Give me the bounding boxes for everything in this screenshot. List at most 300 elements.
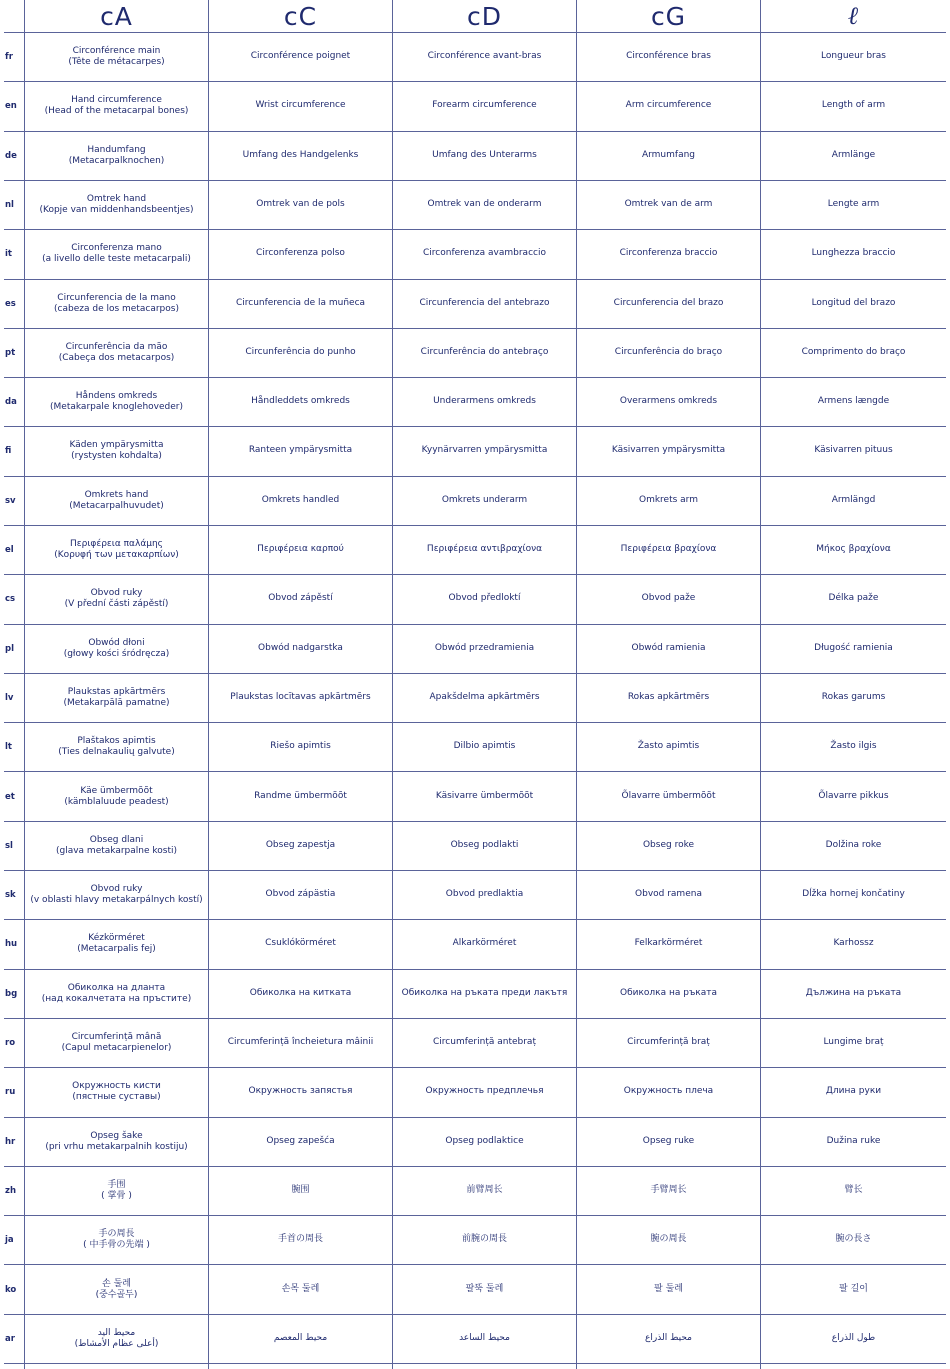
cell-text: Longueur bras: [821, 51, 886, 61]
language-code: el: [5, 544, 14, 555]
cell-text: Lunghezza braccio: [811, 248, 896, 258]
row-divider: [4, 1018, 946, 1019]
cell-text: Õlavarre pikkus: [818, 791, 889, 801]
cell-text: 腕の周長: [650, 1234, 687, 1244]
hand-circumference-label: Circumferință mână: [71, 1031, 162, 1042]
cell-text: Obvod ramena: [635, 889, 702, 899]
hand-circumference-note: (Metacarpalknochen): [68, 155, 165, 166]
hand-circumference-cell: [25, 1166, 208, 1215]
hand-circumference-note: (cabeza de los metacarpos): [54, 303, 179, 314]
cell-text: Délka paže: [828, 593, 879, 603]
cell-cC: [209, 673, 392, 722]
cell-cC: [209, 969, 392, 1018]
cell-cC: [209, 81, 392, 130]
language-code: en: [5, 100, 17, 111]
language-code: lt: [5, 741, 12, 752]
row-divider: [4, 32, 946, 33]
hand-circumference-cell: [25, 969, 208, 1018]
hand-circumference-cell: [25, 279, 208, 328]
cell-cD: [393, 1018, 576, 1067]
table-row: [0, 772, 950, 821]
cell-cD: [393, 229, 576, 278]
table-row: [0, 229, 950, 278]
cell-text: Circumferință încheietura mâinii: [227, 1037, 374, 1047]
language-code: it: [5, 248, 12, 259]
cell-l: [761, 772, 946, 821]
cell-cC: [209, 476, 392, 525]
table-row: [0, 870, 950, 919]
language-code: ru: [5, 1086, 16, 1097]
cell-cG: [577, 821, 760, 870]
language-code: lv: [5, 692, 14, 703]
cell-text: Circunferencia del antebrazo: [419, 298, 550, 308]
cell-text: Csuklókörméret: [265, 938, 336, 948]
cell-text: Окружность запястья: [248, 1086, 353, 1096]
cell-text: Käsivarren ympärysmitta: [611, 445, 726, 455]
language-code: de: [5, 150, 17, 161]
cell-cG: [577, 1314, 760, 1363]
row-divider: [4, 1314, 946, 1315]
hand-circumference-note: (أعلى عظام الأمشاط): [74, 1338, 159, 1349]
hand-circumference-note: (glava metakarpalne kosti): [55, 845, 178, 856]
cell-text: Wrist circumference: [255, 100, 346, 110]
hand-circumference-note: ( 掌骨 ): [101, 1190, 132, 1201]
row-divider: [4, 673, 946, 674]
hand-circumference-cell: [25, 81, 208, 130]
cell-cD: [393, 574, 576, 623]
cell-cG: [577, 969, 760, 1018]
cell-text: Omkrets handled: [261, 495, 340, 505]
cell-text: Armlängd: [831, 495, 876, 505]
cell-text: Обиколка на ръката: [619, 988, 718, 998]
hand-circumference-label: Obseg dlani: [89, 834, 144, 845]
cell-text: 팔뚝 둘레: [465, 1284, 504, 1294]
language-code: zh: [5, 1185, 16, 1196]
cell-l: [761, 476, 946, 525]
table-row: [0, 673, 950, 722]
hand-circumference-label: Håndens omkreds: [75, 390, 158, 401]
cell-text: Randme ümbermõõt: [254, 791, 347, 801]
cell-l: [761, 821, 946, 870]
cell-cC: [209, 525, 392, 574]
cell-text: Opseg zapešća: [266, 1136, 335, 1146]
language-code: pt: [5, 347, 16, 358]
hand-circumference-note: (Cabeça dos metacarpos): [58, 352, 175, 363]
cell-cD: [393, 279, 576, 328]
row-divider: [4, 476, 946, 477]
cell-text: 手臂周长: [650, 1185, 687, 1195]
cell-l: [761, 919, 946, 968]
row-divider: [4, 279, 946, 280]
hand-circumference-note: (v oblasti hlavy metakarpálnych kostí): [30, 894, 203, 905]
cell-cG: [577, 1117, 760, 1166]
cell-text: Håndleddets omkreds: [251, 396, 350, 406]
cell-text: 前腕の周長: [461, 1234, 507, 1244]
row-divider: [4, 131, 946, 132]
header-length: ℓ: [847, 1, 860, 30]
cell-cG: [577, 279, 760, 328]
cell-text: Lungime braț: [823, 1037, 884, 1047]
row-divider: [4, 624, 946, 625]
cell-text: Omtrek van de pols: [256, 199, 345, 209]
cell-text: Žasto apimtis: [637, 741, 700, 751]
table-row: [0, 377, 950, 426]
cell-l: [761, 624, 946, 673]
cell-text: Underarmens omkreds: [433, 396, 536, 406]
hand-circumference-note: (Ties delnakaulių galvute): [58, 746, 175, 757]
table-row: [0, 821, 950, 870]
cell-text: Felkarkörméret: [634, 938, 703, 948]
language-code: sl: [5, 840, 13, 851]
hand-circumference-note: (Metacarpalhuvudet): [69, 500, 164, 511]
cell-cG: [577, 772, 760, 821]
hand-circumference-label: Kézkörméret: [88, 932, 145, 943]
hand-circumference-note: (rystysten kohdalta): [71, 450, 162, 461]
cell-text: Obvod předloktí: [448, 593, 521, 603]
cell-text: Circonférence bras: [626, 51, 711, 61]
hand-circumference-cell: [25, 1314, 208, 1363]
cell-l: [761, 525, 946, 574]
header-cC: cC: [283, 1, 318, 31]
language-code: fi: [5, 445, 12, 456]
cell-text: Circonférence poignet: [250, 51, 351, 61]
hand-circumference-note: (V přední části zápěstí): [64, 598, 169, 609]
cell-l: [761, 673, 946, 722]
table-row: [0, 476, 950, 525]
cell-text: Obvod zápěstí: [268, 593, 333, 603]
table-row: [0, 1215, 950, 1264]
cell-text: Umfang des Unterarms: [432, 150, 537, 160]
table-row: [0, 1117, 950, 1166]
cell-text: Opseg podlaktice: [445, 1136, 524, 1146]
cell-cG: [577, 229, 760, 278]
cell-cG: [577, 476, 760, 525]
cell-text: Käsivarren pituus: [814, 445, 893, 455]
cell-cD: [393, 377, 576, 426]
hand-circumference-cell: [25, 328, 208, 377]
hand-circumference-label: Plaštakos apimtis: [77, 735, 156, 746]
hand-circumference-label: Omtrek hand: [86, 193, 147, 204]
cell-text: Circumferință braț: [627, 1037, 710, 1047]
cell-cG: [577, 525, 760, 574]
cell-l: [761, 1067, 946, 1116]
cell-l: [761, 426, 946, 475]
hand-circumference-cell: [25, 131, 208, 180]
cell-text: 手首の周長: [277, 1234, 323, 1244]
table-row: [0, 624, 950, 673]
row-divider: [4, 771, 946, 772]
cell-text: محيط الساعد: [459, 1333, 510, 1343]
row-divider: [4, 1166, 946, 1167]
language-code: hr: [5, 1136, 16, 1147]
cell-cD: [393, 772, 576, 821]
cell-l: [761, 229, 946, 278]
cell-text: 臂长: [844, 1185, 863, 1195]
cell-text: Obseg podlakti: [450, 840, 519, 850]
cell-text: Дължина на ръката: [805, 988, 902, 998]
cell-text: Length of arm: [821, 100, 886, 110]
hand-circumference-cell: [25, 229, 208, 278]
hand-circumference-note: (중수골두): [95, 1289, 138, 1300]
row-divider: [4, 722, 946, 723]
cell-text: Plaukstas locītavas apkārtmērs: [230, 692, 371, 702]
cell-cC: [209, 229, 392, 278]
cell-text: محيط المعصم: [273, 1333, 328, 1343]
table-row: [0, 328, 950, 377]
hand-circumference-note: (a livello delle teste metacarpali): [42, 253, 191, 264]
cell-cD: [393, 624, 576, 673]
hand-circumference-note: (над кокалчетата на пръстите): [41, 993, 192, 1004]
cell-cG: [577, 673, 760, 722]
table-row: [0, 426, 950, 475]
cell-cC: [209, 32, 392, 81]
row-divider: [4, 1215, 946, 1216]
cell-cD: [393, 821, 576, 870]
hand-circumference-cell: [25, 1117, 208, 1166]
cell-cG: [577, 624, 760, 673]
table-row: [0, 525, 950, 574]
hand-circumference-cell: [25, 1067, 208, 1116]
cell-text: Apakšdelma apkārtmērs: [429, 692, 540, 702]
cell-text: Circunferencia del brazo: [613, 298, 724, 308]
cell-l: [761, 279, 946, 328]
cell-cC: [209, 1117, 392, 1166]
cell-text: Rokas garums: [821, 692, 886, 702]
hand-circumference-label: Opseg šake: [90, 1130, 143, 1141]
cell-l: [761, 180, 946, 229]
cell-cC: [209, 180, 392, 229]
cell-cD: [393, 1166, 576, 1215]
cell-text: Õlavarre ümbermõõt: [621, 791, 716, 801]
table-row: [0, 180, 950, 229]
cell-text: Omtrek van de onderarm: [427, 199, 542, 209]
cell-cD: [393, 1215, 576, 1264]
row-divider: [4, 328, 946, 329]
cell-cC: [209, 1265, 392, 1314]
row-divider: [4, 180, 946, 181]
cell-l: [761, 1166, 946, 1215]
cell-cG: [577, 426, 760, 475]
cell-text: Obwód przedramienia: [434, 643, 535, 653]
cell-l: [761, 131, 946, 180]
cell-text: Μήκος βραχίονα: [816, 544, 891, 554]
cell-cC: [209, 131, 392, 180]
cell-l: [761, 722, 946, 771]
cell-text: Overarmens omkreds: [619, 396, 718, 406]
cell-text: Длина руки: [825, 1086, 882, 1096]
row-divider: [4, 377, 946, 378]
hand-circumference-cell: [25, 377, 208, 426]
cell-cG: [577, 574, 760, 623]
row-divider: [4, 574, 946, 575]
table-row: [0, 131, 950, 180]
hand-circumference-label: Käden ympärysmitta: [69, 439, 164, 450]
cell-cC: [209, 870, 392, 919]
language-code: da: [5, 396, 17, 407]
table-row: [0, 1166, 950, 1215]
language-code: bg: [5, 988, 18, 999]
cell-text: Obseg zapestja: [265, 840, 336, 850]
cell-cG: [577, 919, 760, 968]
language-code: ja: [5, 1234, 14, 1245]
cell-text: Circunferência do braço: [614, 347, 723, 357]
hand-circumference-cell: [25, 426, 208, 475]
table-row: [0, 1314, 950, 1363]
header-cD: cD: [467, 1, 502, 31]
cell-cD: [393, 476, 576, 525]
table-row: [0, 1067, 950, 1116]
row-divider: [4, 229, 946, 230]
cell-cG: [577, 377, 760, 426]
cell-text: 팔 길이: [839, 1284, 868, 1294]
hand-circumference-note: (Capul metacarpienelor): [61, 1042, 172, 1053]
table-row: [0, 81, 950, 130]
cell-text: Alkarkörméret: [452, 938, 517, 948]
cell-cG: [577, 1166, 760, 1215]
row-divider: [4, 525, 946, 526]
hand-circumference-cell: [25, 624, 208, 673]
cell-cD: [393, 722, 576, 771]
hand-circumference-cell: [25, 722, 208, 771]
cell-l: [761, 969, 946, 1018]
hand-circumference-note: (kämblaluude peadest): [64, 796, 169, 807]
table-row: [0, 32, 950, 81]
cell-cD: [393, 919, 576, 968]
cell-cC: [209, 919, 392, 968]
cell-cD: [393, 673, 576, 722]
hand-circumference-note: (pri vrhu metakarpalnih kostiju): [45, 1141, 188, 1152]
cell-l: [761, 328, 946, 377]
hand-circumference-label: 손 둘레: [102, 1278, 131, 1289]
table-row: [0, 1018, 950, 1067]
table-row: [0, 722, 950, 771]
cell-text: Окружность предплечья: [425, 1086, 544, 1096]
table-row: [0, 969, 950, 1018]
hand-circumference-note: (Metakarpālā pamatne): [63, 697, 170, 708]
cell-text: Dilbio apimtis: [453, 741, 516, 751]
cell-cG: [577, 32, 760, 81]
language-code: hu: [5, 938, 18, 949]
row-divider: [4, 1117, 946, 1118]
cell-text: Circonferenza braccio: [619, 248, 718, 258]
table-row: [0, 1265, 950, 1314]
hand-circumference-cell: [25, 476, 208, 525]
hand-circumference-cell: [25, 870, 208, 919]
cell-text: Circonferenza avambraccio: [423, 248, 546, 258]
cell-text: Περιφέρεια αντιβραχίονα: [426, 544, 543, 554]
hand-circumference-cell: [25, 772, 208, 821]
cell-text: Obvod predlaktia: [445, 889, 524, 899]
cell-cD: [393, 870, 576, 919]
hand-circumference-label: Окружность кисти: [72, 1080, 161, 1091]
cell-cG: [577, 180, 760, 229]
hand-circumference-note: ( 中手骨の先端 ): [83, 1239, 150, 1250]
cell-l: [761, 574, 946, 623]
cell-text: 腕围: [291, 1185, 310, 1195]
cell-text: Обиколка на китката: [249, 988, 352, 998]
cell-cC: [209, 574, 392, 623]
cell-text: Žasto ilgis: [830, 741, 877, 751]
cell-text: Περιφέρεια βραχίονα: [620, 544, 717, 554]
table-row: [0, 574, 950, 623]
row-divider: [4, 1067, 946, 1068]
hand-circumference-cell: [25, 1018, 208, 1067]
cell-cD: [393, 81, 576, 130]
cell-text: Circunferência do antebraço: [420, 347, 549, 357]
cell-cC: [209, 1314, 392, 1363]
hand-circumference-cell: [25, 673, 208, 722]
cell-cD: [393, 525, 576, 574]
cell-cD: [393, 1314, 576, 1363]
cell-cD: [393, 426, 576, 475]
cell-text: Longitud del brazo: [811, 298, 896, 308]
hand-circumference-cell: [25, 32, 208, 81]
hand-circumference-note: (Metakarpale knoglehoveder): [50, 401, 183, 412]
cell-cC: [209, 328, 392, 377]
hand-circumference-note: (Head of the metacarpal bones): [44, 105, 189, 116]
hand-circumference-cell: [25, 821, 208, 870]
cell-cG: [577, 1067, 760, 1116]
language-code: cs: [5, 593, 16, 604]
cell-text: Обиколка на ръката преди лакътя: [401, 988, 568, 998]
language-code: nl: [5, 199, 14, 210]
row-divider: [4, 1363, 946, 1364]
cell-text: 前臂周长: [466, 1185, 503, 1195]
row-divider: [4, 919, 946, 920]
cell-l: [761, 32, 946, 81]
cell-text: Armens længde: [817, 396, 890, 406]
cell-cC: [209, 772, 392, 821]
row-divider: [4, 81, 946, 82]
cell-text: Obvod zápästia: [265, 889, 336, 899]
row-divider: [4, 969, 946, 970]
hand-circumference-label: Obvod ruky: [90, 883, 143, 894]
cell-text: Armlänge: [831, 150, 876, 160]
row-divider: [4, 870, 946, 871]
cell-text: Forearm circumference: [432, 100, 537, 110]
language-code: pl: [5, 643, 14, 654]
cell-text: 손목 둘레: [281, 1284, 320, 1294]
cell-l: [761, 1265, 946, 1314]
table-row: [0, 279, 950, 328]
cell-cG: [577, 1265, 760, 1314]
hand-circumference-cell: [25, 180, 208, 229]
row-divider: [4, 821, 946, 822]
hand-circumference-label: Circonferenza mano: [71, 242, 162, 253]
cell-text: Circonferenza polso: [256, 248, 345, 258]
hand-circumference-label: 手の周長: [98, 1228, 135, 1239]
cell-text: Dolžina roke: [825, 840, 882, 850]
language-code: sv: [5, 495, 16, 506]
cell-text: Käsivarre ümbermõõt: [435, 791, 534, 801]
hand-circumference-cell: [25, 525, 208, 574]
cell-cC: [209, 722, 392, 771]
cell-cD: [393, 1265, 576, 1314]
cell-cD: [393, 969, 576, 1018]
cell-text: Rokas apkārtmērs: [627, 692, 710, 702]
cell-text: Dužina ruke: [826, 1136, 881, 1146]
hand-circumference-label: Omkrets hand: [84, 489, 149, 500]
cell-cG: [577, 722, 760, 771]
language-code: sk: [5, 889, 16, 900]
cell-cC: [209, 426, 392, 475]
cell-cD: [393, 1117, 576, 1166]
cell-text: Окружность плеча: [623, 1086, 714, 1096]
header-cG: cG: [650, 1, 687, 31]
hand-circumference-cell: [25, 919, 208, 968]
language-code: ko: [5, 1284, 17, 1295]
cell-text: طول الذراع: [831, 1333, 876, 1343]
